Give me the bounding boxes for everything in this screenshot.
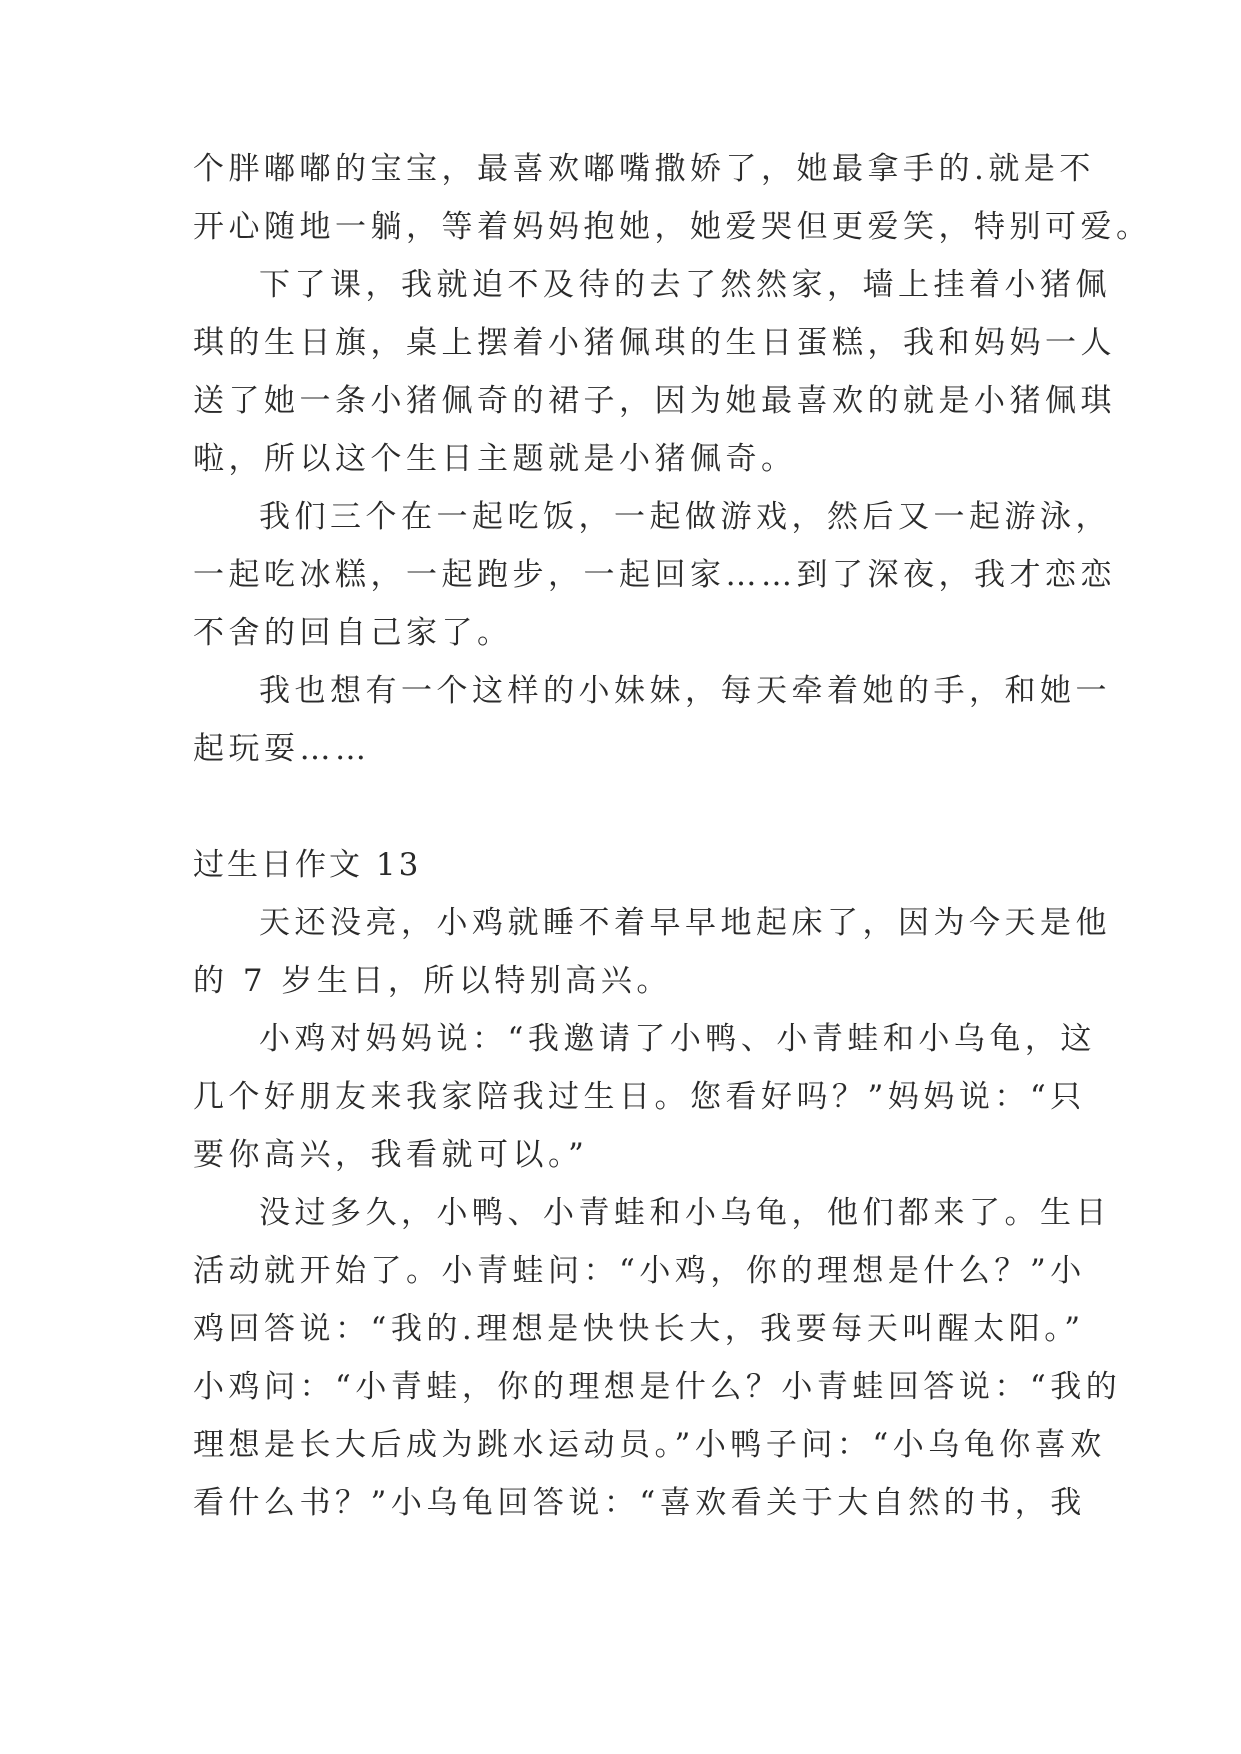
text-line: 活动就开始了。小青蛙问：“小鸡，你的理想是什么？”小 <box>193 1253 1086 1289</box>
text-line: 啦，所以这个生日主题就是小猪佩奇。 <box>193 441 797 477</box>
text-line: 送了她一条小猪佩奇的裙子，因为她最喜欢的就是小猪佩琪 <box>193 383 1116 419</box>
text-line: 几个好朋友来我家陪我过生日。您看好吗？”妈妈说：“只 <box>193 1079 1086 1115</box>
text-line: 个胖嘟嘟的宝宝，最喜欢嘟嘴撒娇了，她最拿手的.就是不 <box>193 151 1095 187</box>
paragraph-start-line: 下了课，我就迫不及待的去了然然家，墙上挂着小猪佩 <box>259 267 1111 303</box>
text-line: 一起吃冰糕，一起跑步，一起回家……到了深夜，我才恋恋 <box>193 557 1116 593</box>
paragraph-start-line: 小鸡对妈妈说：“我邀请了小鸭、小青蛙和小乌龟，这 <box>259 1021 1096 1057</box>
text-line: 要你高兴，我看就可以。” <box>193 1137 589 1173</box>
text-line: 小鸡问：“小青蛙，你的理想是什么？小青蛙回答说：“我的 <box>193 1369 1122 1405</box>
paragraph-start-line: 天还没亮，小鸡就睡不着早早地起床了，因为今天是他 <box>259 905 1111 941</box>
text-line: 不舍的回自己家了。 <box>193 615 513 651</box>
section-spacer <box>193 778 1073 836</box>
section-title: 过生日作文 13 <box>193 847 422 883</box>
text-line: 的 7 岁生日，所以特别高兴。 <box>193 963 672 999</box>
document-body <box>193 140 1152 1532</box>
text-line: 琪的生日旗，桌上摆着小猪佩琪的生日蛋糕，我和妈妈一人 <box>193 325 1116 361</box>
text-line: 鸡回答说：“我的.理想是快快长大，我要每天叫醒太阳。” <box>193 1311 1085 1347</box>
text-line: 理想是长大后成为跳水运动员。”小鸭子问：“小乌龟你喜欢 <box>193 1427 1106 1463</box>
text-line: 开心随地一躺，等着妈妈抱她，她爱哭但更爱笑，特别可爱。 <box>193 209 1152 245</box>
text-line: 起玩耍…… <box>193 731 371 767</box>
text-line: 看什么书？”小乌龟回答说：“喜欢看关于大自然的书，我 <box>193 1485 1086 1521</box>
paragraph-start-line: 我们三个在一起吃饭，一起做游戏，然后又一起游泳， <box>259 499 1111 535</box>
paragraph-start-line: 没过多久，小鸭、小青蛙和小乌龟，他们都来了。生日 <box>259 1195 1111 1231</box>
paragraph-start-line: 我也想有一个这样的小妹妹，每天牵着她的手，和她一 <box>259 673 1111 709</box>
